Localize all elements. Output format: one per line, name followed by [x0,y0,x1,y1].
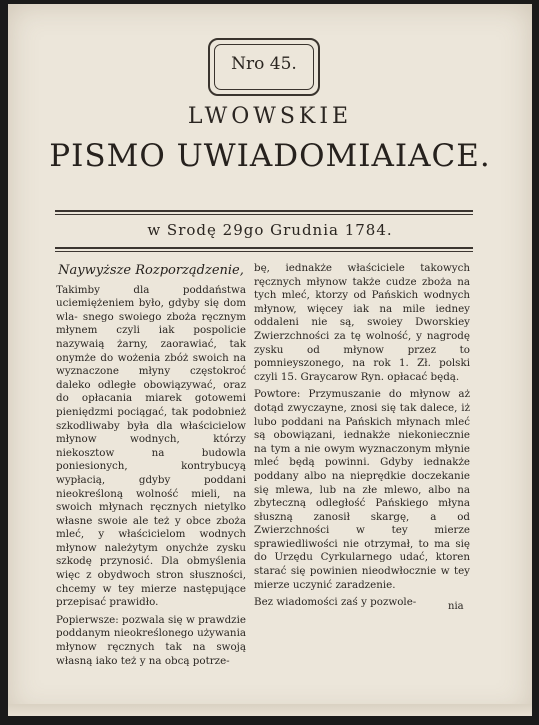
issue-date: w Srodę 29go Grudnia 1784. [147,221,393,239]
page-fold-shadow [8,704,532,716]
right-column [254,262,470,610]
issue-number: Nro 45. [231,54,297,74]
left-column [56,262,246,668]
left-paragraph-1: Takimby dla poddaństwa uciemiężeniem było, gdyby się dom wla- snego swoiego zboża ręcznym młynem czyli iak pospolicie nazywaią żarny, zaorawiać, tak onymże do wożenia zbóż swoich na wyznaczone młyny częstokroć daleko odległe obowiązywać, oraz do opłacania miarek gotowemi pieniędzmi pociągać, tak podobnież szkodliwaby była dla właścicielow młynow wodnych, którzy niekosztow na budowla poniesionych, kontrybucyą wypłacią, gdyby poddani nieokreśloną wolność mieli, na swoich młynach ręcznych nietylko własne swoie ale też y obce zboża mleć, y właścicielom wodnych młynow należytym onychże zysku szkodę przynosić. Dla obmyślenia więc z obydwoch stron słuszności, chcemy w tey mierze następujące przepisać prawidło. [56,283,246,609]
top-rule-thin [55,214,473,215]
masthead-line1: LWOWSKIE [187,104,353,129]
left-paragraph-2: Popierwsze: pozwala się w prawdzie poddanym nieokreślonego używania młynow ręcznych tak na swoją własną iako też y na obcą potrze- [56,613,246,667]
masthead-line2: PISMO UWIADOMIAIACE. [49,138,491,174]
right-paragraph-2: Powtore: Przymuszanie do młynow aż dotąd zwyczayne, znosi się tak dalece, iż lubo poddani na Pańskich młynach mleć są obowiązani, iednakże niekoniecznie na tym a nie owym wyznaczonym młynie mleć będą powinni. Gdyby iednakże poddany albo na nieprędkie doczekanie się mlewa, lub na złe mlewo, albo na zbyteczną odległość Pańskiego młyna słuszną zanosił skargę, a od Zwierzchności w tey mierze sprawiedliwości nie otrzymał, to ma się do Urzędu Cyrkularnego udać, ktoren starać się powinien nieodwłocznie w tey mierze uczynić zaradzenie. [254,388,470,591]
article-heading: Naywyższe Rozporządzenie, [58,263,244,278]
catchword: nia [448,601,464,612]
bottom-rule [55,247,473,249]
newspaper-page [8,4,532,716]
right-paragraph-3: Bez wiadomości zaś y pozwole- [254,596,417,609]
bottom-rule-thin [55,251,473,252]
top-rule [55,210,473,212]
right-paragraph-1: bę, iednakże właściciele takowych ręcznych młynow także cudze zboża na tych mleć, ktorzy od Pańskich wodnych młynow, więcey iak na mile iedney oddaleni nie są, swoiey Dworskiey Zwierzchności za tę wolność, y nagrodę zysku od młynow przez to pomnieyszonego, na rok 1. Zł. polski czyli 15. Graycarow Ryn. opłacać będą. [254,262,470,383]
